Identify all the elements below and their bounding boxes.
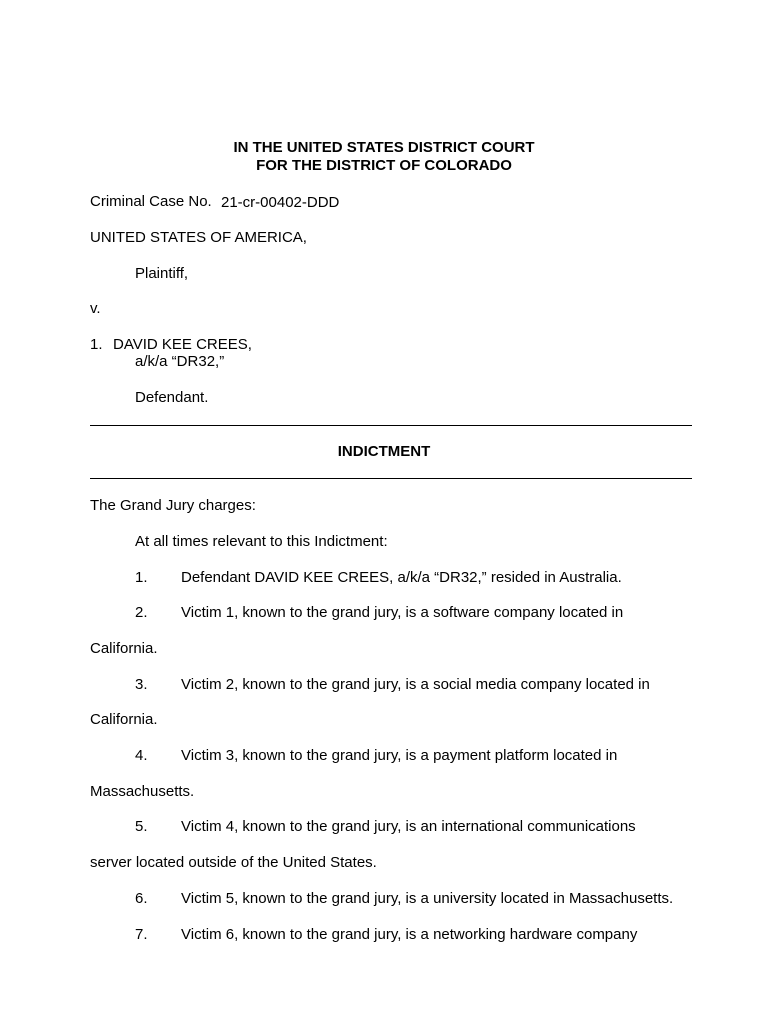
- defendant-name: DAVID KEE CREES,: [113, 336, 252, 353]
- court-heading-line2: FOR THE DISTRICT OF COLORADO: [256, 157, 512, 174]
- paragraph-text: Victim 1, known to the grand jury, is a software company located in: [181, 604, 624, 621]
- defendant-role: Defendant.: [135, 389, 209, 406]
- paragraph-number: 7.: [135, 926, 148, 943]
- caption-rule-top: [90, 425, 692, 426]
- paragraph-number: 1.: [135, 569, 148, 586]
- paragraph-number: 2.: [135, 604, 148, 621]
- document-title: INDICTMENT: [337, 443, 431, 460]
- paragraph-text: Victim 3, known to the grand jury, is a payment platform located in: [181, 747, 618, 764]
- plaintiff-name: UNITED STATES OF AMERICA,: [90, 229, 307, 246]
- paragraph-text: Victim 4, known to the grand jury, is an international communications: [181, 818, 636, 835]
- court-heading-line1: IN THE UNITED STATES DISTRICT COURT: [233, 139, 535, 156]
- paragraph-number: 3.: [135, 676, 148, 693]
- paragraph-text: Defendant DAVID KEE CREES, a/k/a “DR32,” resided in Australia.: [181, 569, 622, 586]
- paragraph-text: Victim 6, known to the grand jury, is a networking hardware company: [181, 926, 638, 943]
- paragraph-continuation: California.: [90, 711, 158, 728]
- paragraph-continuation: California.: [90, 640, 158, 657]
- grand-jury-intro: The Grand Jury charges:: [90, 497, 256, 514]
- paragraph-number: 4.: [135, 747, 148, 764]
- case-number-label: Criminal Case No.: [90, 193, 212, 210]
- preamble: At all times relevant to this Indictment:: [135, 533, 388, 550]
- paragraph-text: Victim 2, known to the grand jury, is a social media company located in: [181, 676, 650, 693]
- paragraph-number: 5.: [135, 818, 148, 835]
- versus-label: v.: [90, 300, 101, 317]
- paragraph-text: Victim 5, known to the grand jury, is a university located in Massachusetts.: [181, 890, 674, 907]
- paragraph-number: 6.: [135, 890, 148, 907]
- paragraph-continuation: Massachusetts.: [90, 783, 195, 800]
- caption-rule-bottom: [90, 478, 692, 479]
- defendant-number: 1.: [90, 336, 103, 353]
- case-number: 21-cr-00402-DDD: [221, 194, 340, 211]
- plaintiff-role: Plaintiff,: [135, 265, 189, 282]
- paragraph-continuation: server located outside of the United States.: [90, 854, 377, 871]
- defendant-alias: a/k/a “DR32,”: [135, 353, 225, 370]
